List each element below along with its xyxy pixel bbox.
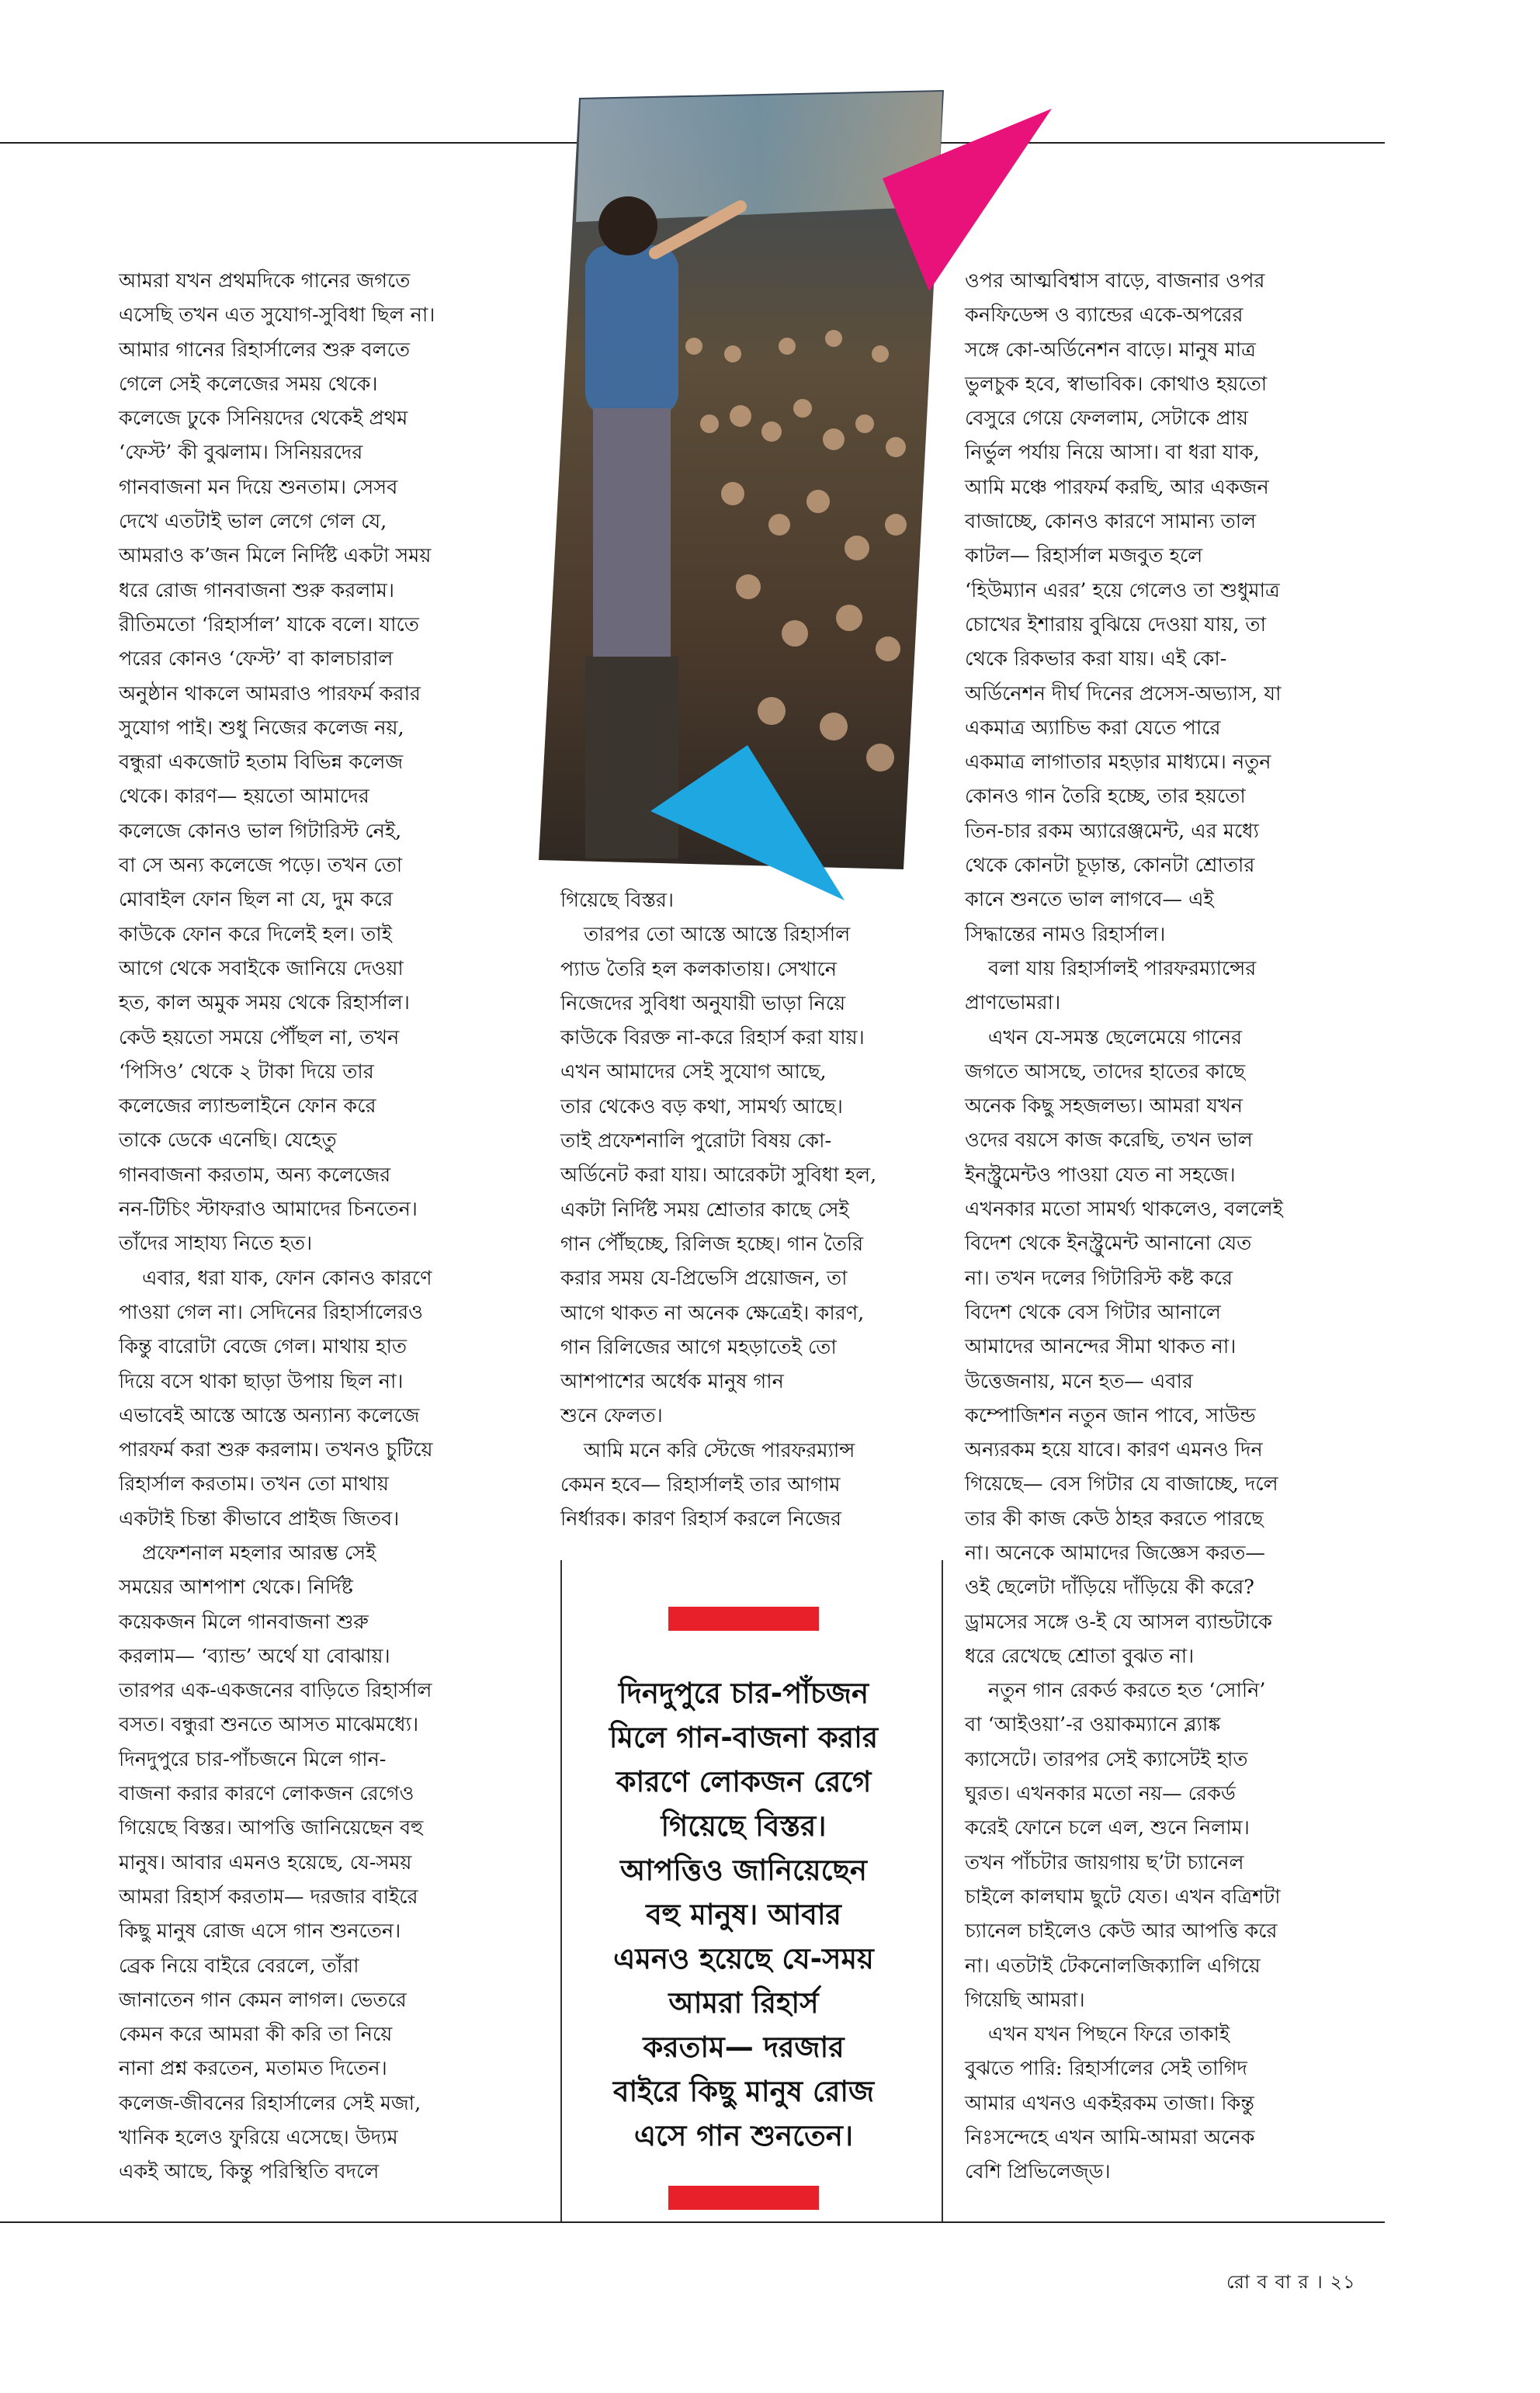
text-line: ড্রামসের সঙ্গে ও-ই যে আসল ব্যান্ডটাকে xyxy=(965,1610,1272,1634)
pull-quote-bottom-bar xyxy=(668,2186,819,2210)
text-line: জানাতেন গান কেমন লাগল। ভেতরে xyxy=(119,1988,407,2012)
text-line: গেলে সেই কলেজের সময় থেকে। xyxy=(119,372,378,396)
text-line: উত্তেজনায়, মনে হত— এবার xyxy=(965,1369,1193,1393)
pull-quote-line: করতাম— দরজার xyxy=(643,2031,845,2064)
article-column-3 xyxy=(965,264,1396,2190)
article-column-2 xyxy=(560,883,925,1537)
pull-quote-text xyxy=(581,1671,907,2158)
text-line: অর্ডিনেট করা যায়। আরেকটা সুবিধা হল, xyxy=(560,1164,877,1188)
text-line: মানুষ। আবার এমনও হয়েছে, যে-সময় xyxy=(119,1850,412,1875)
text-line: জগতে আসছে, তাদের হাতের কাছে xyxy=(965,1060,1246,1084)
text-line: ব্রেক নিয়ে বাইরে বেরলে, তাঁরা xyxy=(119,1954,359,1978)
text-line: সময়ের আশপাশ থেকে। নির্দিষ্ট xyxy=(119,1576,353,1600)
pull-quote-line: আপত্তিও জানিয়েছেন xyxy=(620,1854,867,1887)
text-line: ওদের বয়সে কাজ করেছি, তখন ভাল xyxy=(965,1129,1253,1153)
text-line: না। অনেকে আমাদের জিজ্ঞেস করত— xyxy=(965,1541,1265,1565)
text-line: আমি মঞ্চে পারফর্ম করছি, আর একজন xyxy=(965,475,1269,499)
text-line: চোখের ইশারায় বুঝিয়ে দেওয়া যায়, তা xyxy=(965,612,1266,636)
text-line: শুনে ফেলত। xyxy=(560,1404,663,1428)
pull-quote-line: বাইরে কিছু মানুষ রোজ xyxy=(612,2075,875,2108)
text-line: তাই প্রফেশনালি পুরোটা বিষয় কো- xyxy=(560,1129,832,1153)
text-line: বাজাচ্ছে, কোনও কারণে সামান্য তাল xyxy=(965,510,1257,534)
text-line: ‘পিসিও’ থেকে ২ টাকা দিয়ে তার xyxy=(119,1060,374,1084)
text-line: মোবাইল ফোন ছিল না যে, দুম করে xyxy=(119,888,394,912)
text-line: অর্ডিনেশন দীর্ঘ দিনের প্রসেস-অভ্যাস, যা xyxy=(965,681,1282,706)
pull-quote-line: এমনও হয়েছে যে-সময় xyxy=(613,1942,874,1975)
pull-quote-line: দিনদুপুরে চার-পাঁচজন xyxy=(618,1677,869,1710)
text-line: ‘হিউম্যান এরর’ হয়ে গেলেও তা শুধুমাত্র xyxy=(965,578,1280,602)
text-line: অনেক কিছু সহজলভ্য। আমরা যখন xyxy=(965,1094,1243,1118)
text-line: কাটল— রিহার্সাল মজবুত হলে xyxy=(965,544,1203,568)
text-line: অনুষ্ঠান থাকলে আমরাও পারফর্ম করার xyxy=(119,681,421,706)
text-line: কয়েকজন মিলে গানবাজনা শুরু xyxy=(119,1610,369,1634)
text-line: গিয়েছি আমরা। xyxy=(965,1988,1085,2012)
text-line: ওপর আত্মবিশ্বাস বাড়ে, বাজনার ওপর xyxy=(965,269,1265,293)
text-line: কেমন হবে— রিহার্সালই তার আগাম xyxy=(560,1473,841,1497)
text-line: বেসুরে গেয়ে ফেললাম, সেটাকে প্রায় xyxy=(965,407,1249,431)
text-line: ‘ফেস্ট’ কী বুঝলাম। সিনিয়রদের xyxy=(119,441,363,465)
bottom-rule xyxy=(0,2221,1385,2223)
text-line: তিন-চার রকম অ্যারেঞ্জমেন্ট, এর মধ্যে xyxy=(965,819,1259,843)
text-line: করার সময় যে-প্রিভেসি প্রয়োজন, তা xyxy=(560,1267,848,1291)
text-line: ধরে রোজ গানবাজনা শুরু করলাম। xyxy=(119,578,394,602)
text-line: একমাত্র লাগাতার মহড়ার মাধ্যমে। নতুন xyxy=(965,751,1271,775)
text-line: বা ‘আইওয়া’-র ওয়াকম্যানে ব্ল্যাঙ্ক xyxy=(965,1713,1221,1737)
text-line: প্যাড তৈরি হল কলকাতায়। সেখানে xyxy=(560,957,837,981)
column-divider-right xyxy=(942,1560,943,2221)
text-line: আমরা যখন প্রথমদিকে গানের জগতে xyxy=(119,269,411,293)
text-line: নানা প্রশ্ন করতেন, মতামত দিতেন। xyxy=(119,2057,387,2081)
pull-quote xyxy=(581,1607,907,2210)
text-line: কলেজ-জীবনের রিহার্সালের সেই মজা, xyxy=(119,2091,421,2115)
text-line: এখন আমাদের সেই সুযোগ আছে, xyxy=(560,1060,827,1084)
text-line: পাওয়া গেল না। সেদিনের রিহার্সালেরও xyxy=(119,1300,423,1324)
text-line: গানবাজনা করতাম, অন্য কলেজের xyxy=(119,1163,391,1187)
page-folio: রো ব বা র । ২১ xyxy=(1226,2271,1356,2293)
text-line: না। তখন দলের গিটারিস্ট কষ্ট করে xyxy=(965,1266,1233,1290)
pull-quote-line: এসে গান শুনতেন। xyxy=(633,2119,854,2152)
text-line: বুঝতে পারি: রিহার্সালের সেই তাগিদ xyxy=(965,2057,1247,2081)
text-line: কলেজের ল্যান্ডলাইনে ফোন করে xyxy=(119,1094,376,1118)
text-line: ভুলচুক হবে, স্বাভাবিক। কোথাও হয়তো xyxy=(965,372,1268,396)
text-line: বসত। বন্ধুরা শুনতে আসত মাঝেমধ্যে। xyxy=(119,1713,419,1737)
text-line: এখন যে-সমস্ত ছেলেমেয়ে গানের xyxy=(988,1025,1242,1049)
text-line: আমি মনে করি স্টেজে পারফরম্যান্স xyxy=(584,1438,855,1462)
pull-quote-line: আমরা রিহার্স xyxy=(668,1986,819,2020)
column-divider-left xyxy=(560,1560,562,2221)
text-line: আমরা রিহার্স করতাম— দরজার বাইরে xyxy=(119,1885,418,1909)
text-line: নিঃসন্দেহে এখন আমি-আমরা অনেক xyxy=(965,2126,1255,2150)
text-line: তাকে ডেকে এনেছি। যেহেতু xyxy=(119,1129,337,1153)
text-line: তখন পাঁচটার জায়গায় ছ’টা চ্যানেল xyxy=(965,1850,1244,1875)
text-line: হত, কাল অমুক সময় থেকে রিহার্সাল। xyxy=(119,991,410,1015)
text-line: নতুন গান রেকর্ড করতে হত ‘সোনি’ xyxy=(988,1679,1266,1703)
text-line: এখন যখন পিছনে ফিরে তাকাই xyxy=(988,2023,1230,2047)
text-line: আমরাও ক’জন মিলে নির্দিষ্ট একটা সময় xyxy=(119,544,432,568)
text-line: তার থেকেও বড় কথা, সামর্থ্য আছে। xyxy=(560,1094,843,1118)
text-line: গান রিলিজের আগে মহড়াতেই তো xyxy=(560,1335,837,1359)
text-line: থেকে কোনটা চূড়ান্ত, কোনটা শ্রোতার xyxy=(965,854,1255,878)
text-line: নির্ধারক। কারণ রিহার্স করলে নিজের xyxy=(560,1507,841,1531)
text-line: প্রাণভোমরা। xyxy=(965,991,1061,1015)
text-line: সুযোগ পাই। শুধু নিজের কলেজ নয়, xyxy=(119,716,404,740)
text-line: বিদেশ থেকে ইনস্ট্রুমেন্ট আনানো যেত xyxy=(965,1232,1252,1256)
text-line: কেমন করে আমরা কী করি তা নিয়ে xyxy=(119,2023,393,2047)
text-line: গিয়েছে বিস্তর। আপত্তি জানিয়েছেন বহু xyxy=(119,1816,424,1840)
text-line: তার কী কাজ কেউ ঠাহর করতে পারছে xyxy=(965,1507,1264,1531)
text-line: আমার এখনও একইরকম তাজা। কিন্তু xyxy=(965,2091,1254,2115)
text-line: নিজেদের সুবিধা অনুযায়ী ভাড়া নিয়ে xyxy=(560,991,846,1015)
text-line: একমাত্র অ্যাচিভ করা যেতে পারে xyxy=(965,716,1221,740)
text-line: একই আছে, কিন্তু পরিস্থিতি বদলে xyxy=(119,2160,380,2184)
text-line: তারপর এক-একজনের বাড়িতে রিহার্সাল xyxy=(119,1679,432,1703)
text-line: আমাদের আনন্দের সীমা থাকত না। xyxy=(965,1335,1237,1359)
text-line: বন্ধুরা একজোট হতাম বিভিন্ন কলেজ xyxy=(119,751,404,775)
pull-quote-line: গিয়েছে বিস্তর। xyxy=(661,1809,827,1843)
text-line: দেখে এতটাই ভাল লেগে গেল যে, xyxy=(119,510,387,534)
text-line: এখনকার মতো সামর্থ্য থাকলেও, বললেই xyxy=(965,1198,1283,1222)
text-line: বিদেশ থেকে বেস গিটার আনালে xyxy=(965,1300,1221,1324)
text-line: গান পৌঁছচ্ছে, রিলিজ হচ্ছে। গান তৈরি xyxy=(560,1232,864,1256)
text-line: পারফর্ম করা শুরু করলাম। তখনও চুটিয়ে xyxy=(119,1438,433,1462)
text-line: বা সে অন্য কলেজে পড়ে। তখন তো xyxy=(119,854,403,878)
text-line: কিছু মানুষ রোজ এসে গান শুনতেন। xyxy=(119,1920,401,1944)
text-line: কিন্তু বারোটা বেজে গেল। মাথায় হাত xyxy=(119,1335,407,1359)
text-line: কোনও গান তৈরি হচ্ছে, তার হয়তো xyxy=(965,785,1246,809)
text-line: রীতিমতো ‘রিহার্সাল’ যাকে বলে। যাতে xyxy=(119,612,419,636)
text-line: বলা যায় রিহার্সালই পারফরম্যান্সের xyxy=(988,956,1257,980)
text-line: ধরে রেখেছে শ্রোতা বুঝত না। xyxy=(965,1644,1195,1668)
text-line: গিয়েছে বিস্তর। xyxy=(560,889,675,912)
text-line: রিহার্সাল করতাম। তখন তো মাথায় xyxy=(119,1472,389,1496)
text-line: কনফিডেন্স ও ব্যান্ডের একে-অপরের xyxy=(965,303,1243,328)
article-column-1 xyxy=(119,264,550,2190)
text-line: বেশি প্রিভিলেজ্‌ড। xyxy=(965,2160,1111,2184)
cyan-triangle-decoration xyxy=(650,745,845,900)
text-line: চাইলে কালঘাম ছুটে যেত। এখন বত্রিশটা xyxy=(965,1885,1281,1909)
text-line: না। এতটাই টেকনোলজিক্যালি এগিয়ে xyxy=(965,1954,1261,1978)
text-line: সঙ্গে কো-অর্ডিনেশন বাড়ে। মানুষ মাত্র xyxy=(965,338,1256,362)
pull-quote-line: কারণে লোকজন রেগে xyxy=(616,1765,872,1798)
text-line: করলাম— ‘ব্যান্ড’ অর্থে যা বোঝায়। xyxy=(119,1644,390,1668)
text-line: করেই ফোনে চলে এল, শুনে নিলাম। xyxy=(965,1816,1250,1840)
text-line: কলেজে ঢুকে সিনিয়দের থেকেই প্রথম xyxy=(119,407,408,431)
text-line: দিয়ে বসে থাকা ছাড়া উপায় ছিল না। xyxy=(119,1369,404,1393)
text-line: তাঁদের সাহায্য নিতে হত। xyxy=(119,1232,313,1256)
text-line: আগে থেকে সবাইকে জানিয়ে দেওয়া xyxy=(119,956,404,980)
text-line: একটাই চিন্তা কীভাবে প্রাইজ জিতব। xyxy=(119,1507,400,1531)
text-line: দিনদুপুরে চার-পাঁচজনে মিলে গান- xyxy=(119,1747,387,1771)
text-line: কম্পোজিশন নতুন জান পাবে, সাউন্ড xyxy=(965,1403,1256,1427)
text-line: বাজনা করার কারণে লোকজন রেগেও xyxy=(119,1782,414,1806)
text-line: কেউ হয়তো সময়ে পৌঁছল না, তখন xyxy=(119,1025,400,1049)
text-line: এবার, ধরা যাক, ফোন কোনও কারণে xyxy=(142,1266,432,1290)
text-line: চ্যানেল চাইলেও কেউ আর আপত্তি করে xyxy=(965,1920,1278,1944)
text-line: অন্যরকম হয়ে যাবে। কারণ এমনও দিন xyxy=(965,1438,1263,1462)
text-line: আমার গানের রিহার্সালের শুরু বলতে xyxy=(119,338,411,362)
text-line: পরের কোনও ‘ফেস্ট’ বা কালচারাল xyxy=(119,647,394,671)
text-line: সিদ্ধান্তের নামও রিহার্সাল। xyxy=(965,922,1166,946)
text-line: কলেজে কোনও ভাল গিটারিস্ট নেই, xyxy=(119,819,402,843)
pull-quote-line: বহু মানুষ। আবার xyxy=(646,1898,841,1931)
text-line: নির্ভুল পর্যায় নিয়ে আসা। বা ধরা যাক, xyxy=(965,441,1260,465)
text-line: প্রফেশনাল মহলার আরম্ভ সেই xyxy=(142,1541,376,1565)
pull-quote-line: মিলে গান-বাজনা করার xyxy=(609,1721,879,1754)
text-line: নন-টিচিং স্টাফরাও আমাদের চিনতেন। xyxy=(119,1198,418,1222)
text-line: গিয়েছে— বেস গিটার যে বাজাচ্ছে, দলে xyxy=(965,1472,1278,1496)
text-line: থেকে রিকভার করা যায়। এই কো- xyxy=(965,647,1227,671)
text-line: থেকে। কারণ— হয়তো আমাদের xyxy=(119,785,369,809)
text-line: খানিক হলেও ফুরিয়ে এসেছে। উদ্যম xyxy=(119,2126,398,2150)
text-line: কাউকে ফোন করে দিলেই হল। তাই xyxy=(119,922,392,946)
text-line: আগে থাকত না অনেক ক্ষেত্রেই। কারণ, xyxy=(560,1301,865,1325)
text-line: আশপাশের অর্ধেক মানুষ গান xyxy=(560,1370,784,1394)
text-line: গানবাজনা মন দিয়ে শুনতাম। সেসব xyxy=(119,475,398,499)
text-line: এসেছি তখন এত সুযোগ-সুবিধা ছিল না। xyxy=(119,303,435,328)
text-line: কাউকে বিরক্ত না-করে রিহার্স করা যায়। xyxy=(560,1026,865,1050)
text-line: ওই ছেলেটা দাঁড়িয়ে দাঁড়িয়ে কী করে? xyxy=(965,1576,1254,1600)
text-line: ক্যাসেটে। তারপর সেই ক্যাসেটই হাত xyxy=(965,1747,1248,1771)
pull-quote-top-bar xyxy=(668,1607,819,1631)
text-line: ইনস্ট্রুমেন্টও পাওয়া যেত না সহজে। xyxy=(965,1163,1236,1187)
text-line: এভাবেই আস্তে আস্তে অন্যান্য কলেজে xyxy=(119,1403,420,1427)
text-line: একটা নির্দিষ্ট সময় শ্রোতার কাছে সেই xyxy=(560,1198,849,1222)
text-line: তারপর তো আস্তে আস্তে রিহার্সাল xyxy=(584,923,851,947)
text-line: ঘুরত। এখনকার মতো নয়— রেকর্ড xyxy=(965,1782,1236,1806)
text-line: কানে শুনতে ভাল লাগবে— এই xyxy=(965,888,1214,912)
